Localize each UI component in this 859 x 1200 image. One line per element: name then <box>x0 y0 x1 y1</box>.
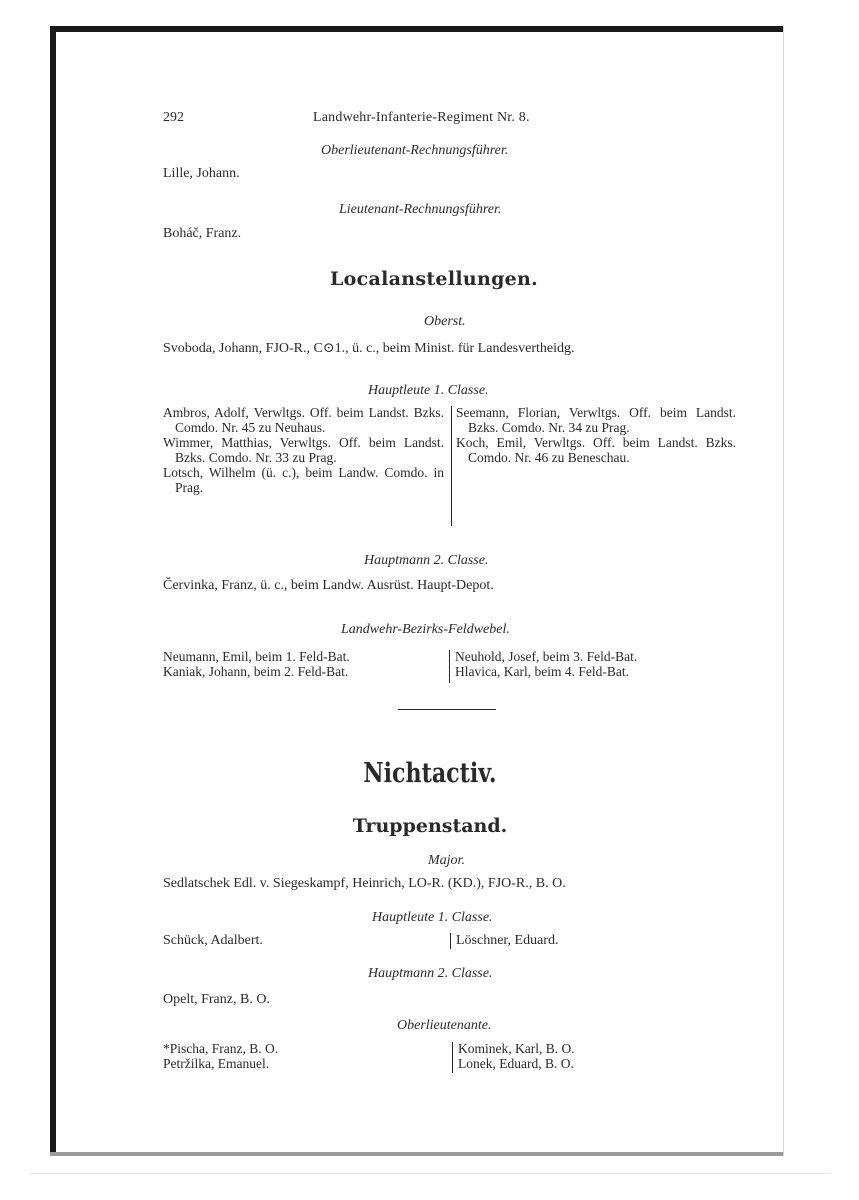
entry-schueck: Schück, Adalbert. <box>163 933 263 948</box>
rank-heading-oberlieutenante: Oberlieutenante. <box>397 1018 492 1033</box>
section-heading-localanstellungen: Localanstellungen. <box>330 268 539 290</box>
entry-lotsch: Lotsch, Wilhelm (ü. c.), beim Landw. Comdo. in Prag. <box>163 465 444 495</box>
entry-petrzilka: Petržilka, Emanuel. <box>163 1056 270 1071</box>
column-divider <box>452 1042 453 1073</box>
rank-heading-oberlieutenant-rf: Oberlieutenant-Rechnungsführer. <box>321 143 509 158</box>
section-separator <box>398 709 496 710</box>
entry-neuhold: Neuhold, Josef, beim 3. Feld-Bat. <box>455 649 638 664</box>
subheading-truppenstand: Truppenstand. <box>352 815 508 837</box>
page-number: 292 <box>163 110 184 125</box>
entry-opelt: Opelt, Franz, B. O. <box>163 992 270 1007</box>
rank-heading-hauptleute-1: Hauptleute 1. Classe. <box>368 383 489 398</box>
rank-heading-hauptmann-2: Hauptmann 2. Classe. <box>368 966 493 981</box>
column-left-feldwebel <box>163 649 448 679</box>
column-left-oberlieutenante <box>163 1041 443 1071</box>
rank-heading-hauptleute-1: Hauptleute 1. Classe. <box>372 910 493 925</box>
column-divider <box>451 406 452 526</box>
section-heading-nichtactiv: Nichtactiv. <box>363 758 497 789</box>
rank-heading-major: Major. <box>428 853 465 868</box>
rank-heading-feldwebel: Landwehr-Bezirks-Feldwebel. <box>341 622 510 637</box>
column-right-hauptleute-1 <box>456 405 736 465</box>
entry-svoboda: Svoboda, Johann, FJO-R., C⊙1., ü. c., beim Minist. für Landesvertheidg. <box>163 341 575 356</box>
column-divider <box>450 933 451 949</box>
column-right-oberlieutenante <box>458 1041 738 1071</box>
column-divider <box>449 650 450 683</box>
entry-lille: Lille, Johann. <box>163 166 240 181</box>
entry-hlavica: Hlavica, Karl, beim 4. Feld-Bat. <box>455 664 629 679</box>
entry-loeschner: Löschner, Eduard. <box>456 933 559 948</box>
rank-heading-oberst: Oberst. <box>424 314 466 329</box>
entry-kominek: Kominek, Karl, B. O. <box>458 1041 575 1056</box>
running-head: Landwehr-Infanterie-Regiment Nr. 8. <box>313 110 530 125</box>
entry-wimmer: Wimmer, Matthias, Verwltgs. Off. beim Landst. Bzks. Comdo. Nr. 33 zu Prag. <box>163 435 444 465</box>
entry-neumann: Neumann, Emil, beim 1. Feld-Bat. <box>163 649 350 664</box>
entry-seemann: Seemann, Florian, Verwltgs. Off. beim Landst. Bzks. Comdo. Nr. 34 zu Prag. <box>456 405 736 435</box>
entry-lonek: Lonek, Eduard, B. O. <box>458 1056 574 1071</box>
entry-sedlatschek: Sedlatschek Edl. v. Siegeskampf, Heinrich, LO-R. (KD.), FJO-R., B. O. <box>163 876 566 891</box>
rank-heading-lieutenant-rf: Lieutenant-Rechnungsführer. <box>339 202 502 217</box>
entry-koch: Koch, Emil, Verwltgs. Off. beim Landst. Bzks. Comdo. Nr. 46 zu Beneschau. <box>456 435 736 465</box>
entry-ambros: Ambros, Adolf, Verwltgs. Off. beim Landst. Bzks. Comdo. Nr. 45 zu Neuhaus. <box>163 405 444 435</box>
entry-bohac: Boháč, Franz. <box>163 226 242 241</box>
rank-heading-hauptmann-2: Hauptmann 2. Classe. <box>364 553 489 568</box>
entry-cervinka: Červinka, Franz, ü. c., beim Landw. Ausrüst. Haupt-Depot. <box>163 578 494 593</box>
entry-pischa: *Pischa, Franz, B. O. <box>163 1041 279 1056</box>
entry-kaniak: Kaniak, Johann, beim 2. Feld-Bat. <box>163 664 349 679</box>
column-left-hauptleute-1 <box>163 405 444 495</box>
column-right-feldwebel <box>455 649 735 679</box>
